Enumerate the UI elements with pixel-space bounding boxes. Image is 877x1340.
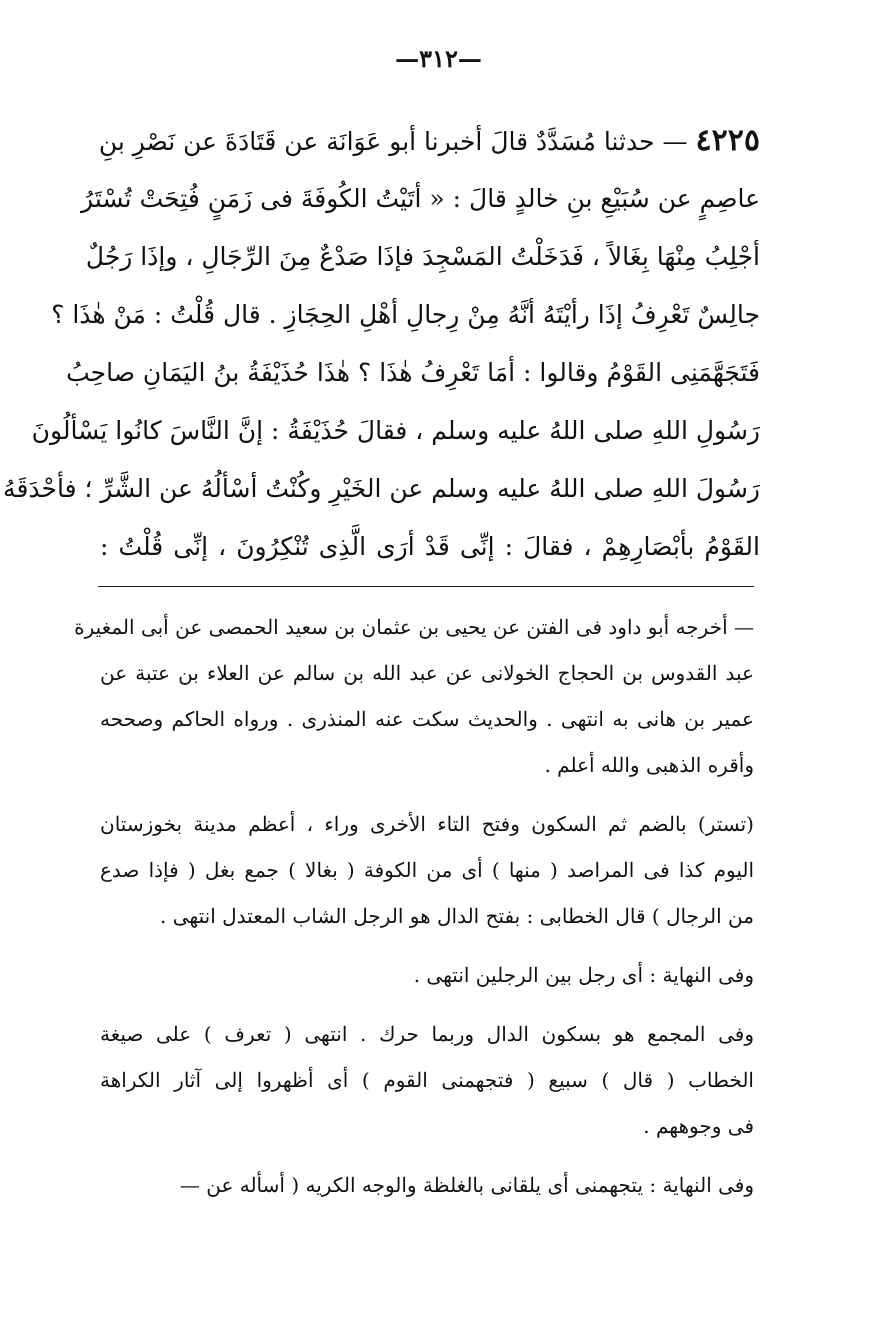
hadith-line: أجْلِبُ مِنْهَا بِغَالاً ، فَدَخَلْتُ المَسْجِدَ فإذَا صَدْعٌ مِنَ الرِّجَالِ ، وإذَا رَجُلٌ: [85, 242, 760, 271]
footnote-divider: [98, 586, 754, 587]
footnote-paragraph: [100, 801, 754, 939]
hadith-line: رَسُولِ اللهِ صلى اللهُ عليه وسلم ، فقالَ حُذَيْفَةُ : إنَّ النَّاسَ كانُوا يَسْألُونَ: [31, 416, 760, 445]
footnote-line: — أخرجه أبو داود فى الفتن عن يحيى بن عثمان بن سعيد الحمصى عن أبى المغيرة: [74, 615, 754, 639]
hadith-text: [3, 112, 760, 576]
hadith-line: [100, 112, 760, 170]
footnote-line: (تستر) بالضم ثم السكون وفتح التاء الأخرى وراء ، أعظم مدينة بخوزستان: [100, 812, 754, 836]
footnote-line: وفى النهاية : يتجهمنى أى يلقانى بالغلظة والوجه الكريه ( أسأله عن —: [179, 1173, 754, 1197]
hadith-line: عاصِمٍ عن سُبَيْعِ بنِ خالدٍ قالَ : « أتَيْتُ الكُوفَةَ فى زَمَنٍ فُتِحَتْ تُسْتَرُ: [81, 184, 760, 213]
footnote-paragraph: [100, 1162, 754, 1208]
hadith-line: فَتَجَهَّمَنِى القَوْمُ وقالوا : أمَا تَعْرِفُ هٰذَا ؟ هٰذَا حُذَيْفَةُ بنُ اليَمَانِ صاحِبُ: [66, 358, 760, 387]
footnote-line: فى وجوههم .: [643, 1114, 754, 1138]
footnote-line: وأقره الذهبى والله أعلم .: [544, 753, 754, 777]
footnote-line: عمير بن هانى به انتهى . والحديث سكت عنه المنذرى . ورواه الحاكم وصححه: [100, 707, 754, 731]
hadith-number: ٤٢٢٥: [695, 123, 760, 158]
hadith-line: جالِسٌ تَعْرِفُ إذَا رأيْتَهُ أنَّهُ مِنْ رِجالِ أهْلِ الحِجَازِ . قال قُلْتُ : مَنْ هٰذَا ؟: [51, 300, 760, 329]
page-number: —٣١٢—: [395, 44, 482, 73]
hadith-line: القَوْمُ بأبْصَارِهِمْ ، فقالَ : إنِّى قَدْ أرَى الَّذِى تُنْكِرُونَ ، إنِّى قُلْتُ :: [100, 532, 760, 561]
footnote-line: وفى المجمع هو بسكون الدال وربما حرك . انتهى ( تعرف ) على صيغة: [100, 1022, 754, 1046]
footnote-paragraph: [100, 952, 754, 998]
footnote-line: وفى النهاية : أى رجل بين الرجلين انتهى .: [413, 963, 754, 987]
footnote-paragraph: [100, 1011, 754, 1149]
footnote-paragraph: [74, 604, 754, 788]
footnote-line: من الرجال ) قال الخطابى : بفتح الدال هو الرجل الشاب المعتدل انتهى .: [160, 904, 754, 928]
footnote-line: عبد القدوس بن الحجاج الخولانى عن عبد الله بن سالم عن العلاء بن عتبة عن: [100, 661, 754, 685]
hadith-line-text: — حدثنا مُسَدَّدٌ قالَ أخبرنا أبو عَوَانَة عن قَتَادَةَ عن نَصْرِ بنِ: [98, 127, 688, 156]
footnote-line: الخطاب ( قال ) سبيع ( فتجهمنى القوم ) أى أظهروا إلى آثار الكراهة: [100, 1068, 754, 1092]
hadith-line: رَسُولَ اللهِ صلى اللهُ عليه وسلم عن الخَيْرِ وكُنْتُ أسْألُهُ عن الشَّرِّ ؛ فأحْدَقَهُ: [3, 474, 760, 503]
footnotes: [74, 604, 754, 1221]
footnote-line: اليوم كذا فى المراصد ( منها ) أى من الكوفة ( بغالا ) جمع بغل ( فإذا صدع: [100, 858, 754, 882]
